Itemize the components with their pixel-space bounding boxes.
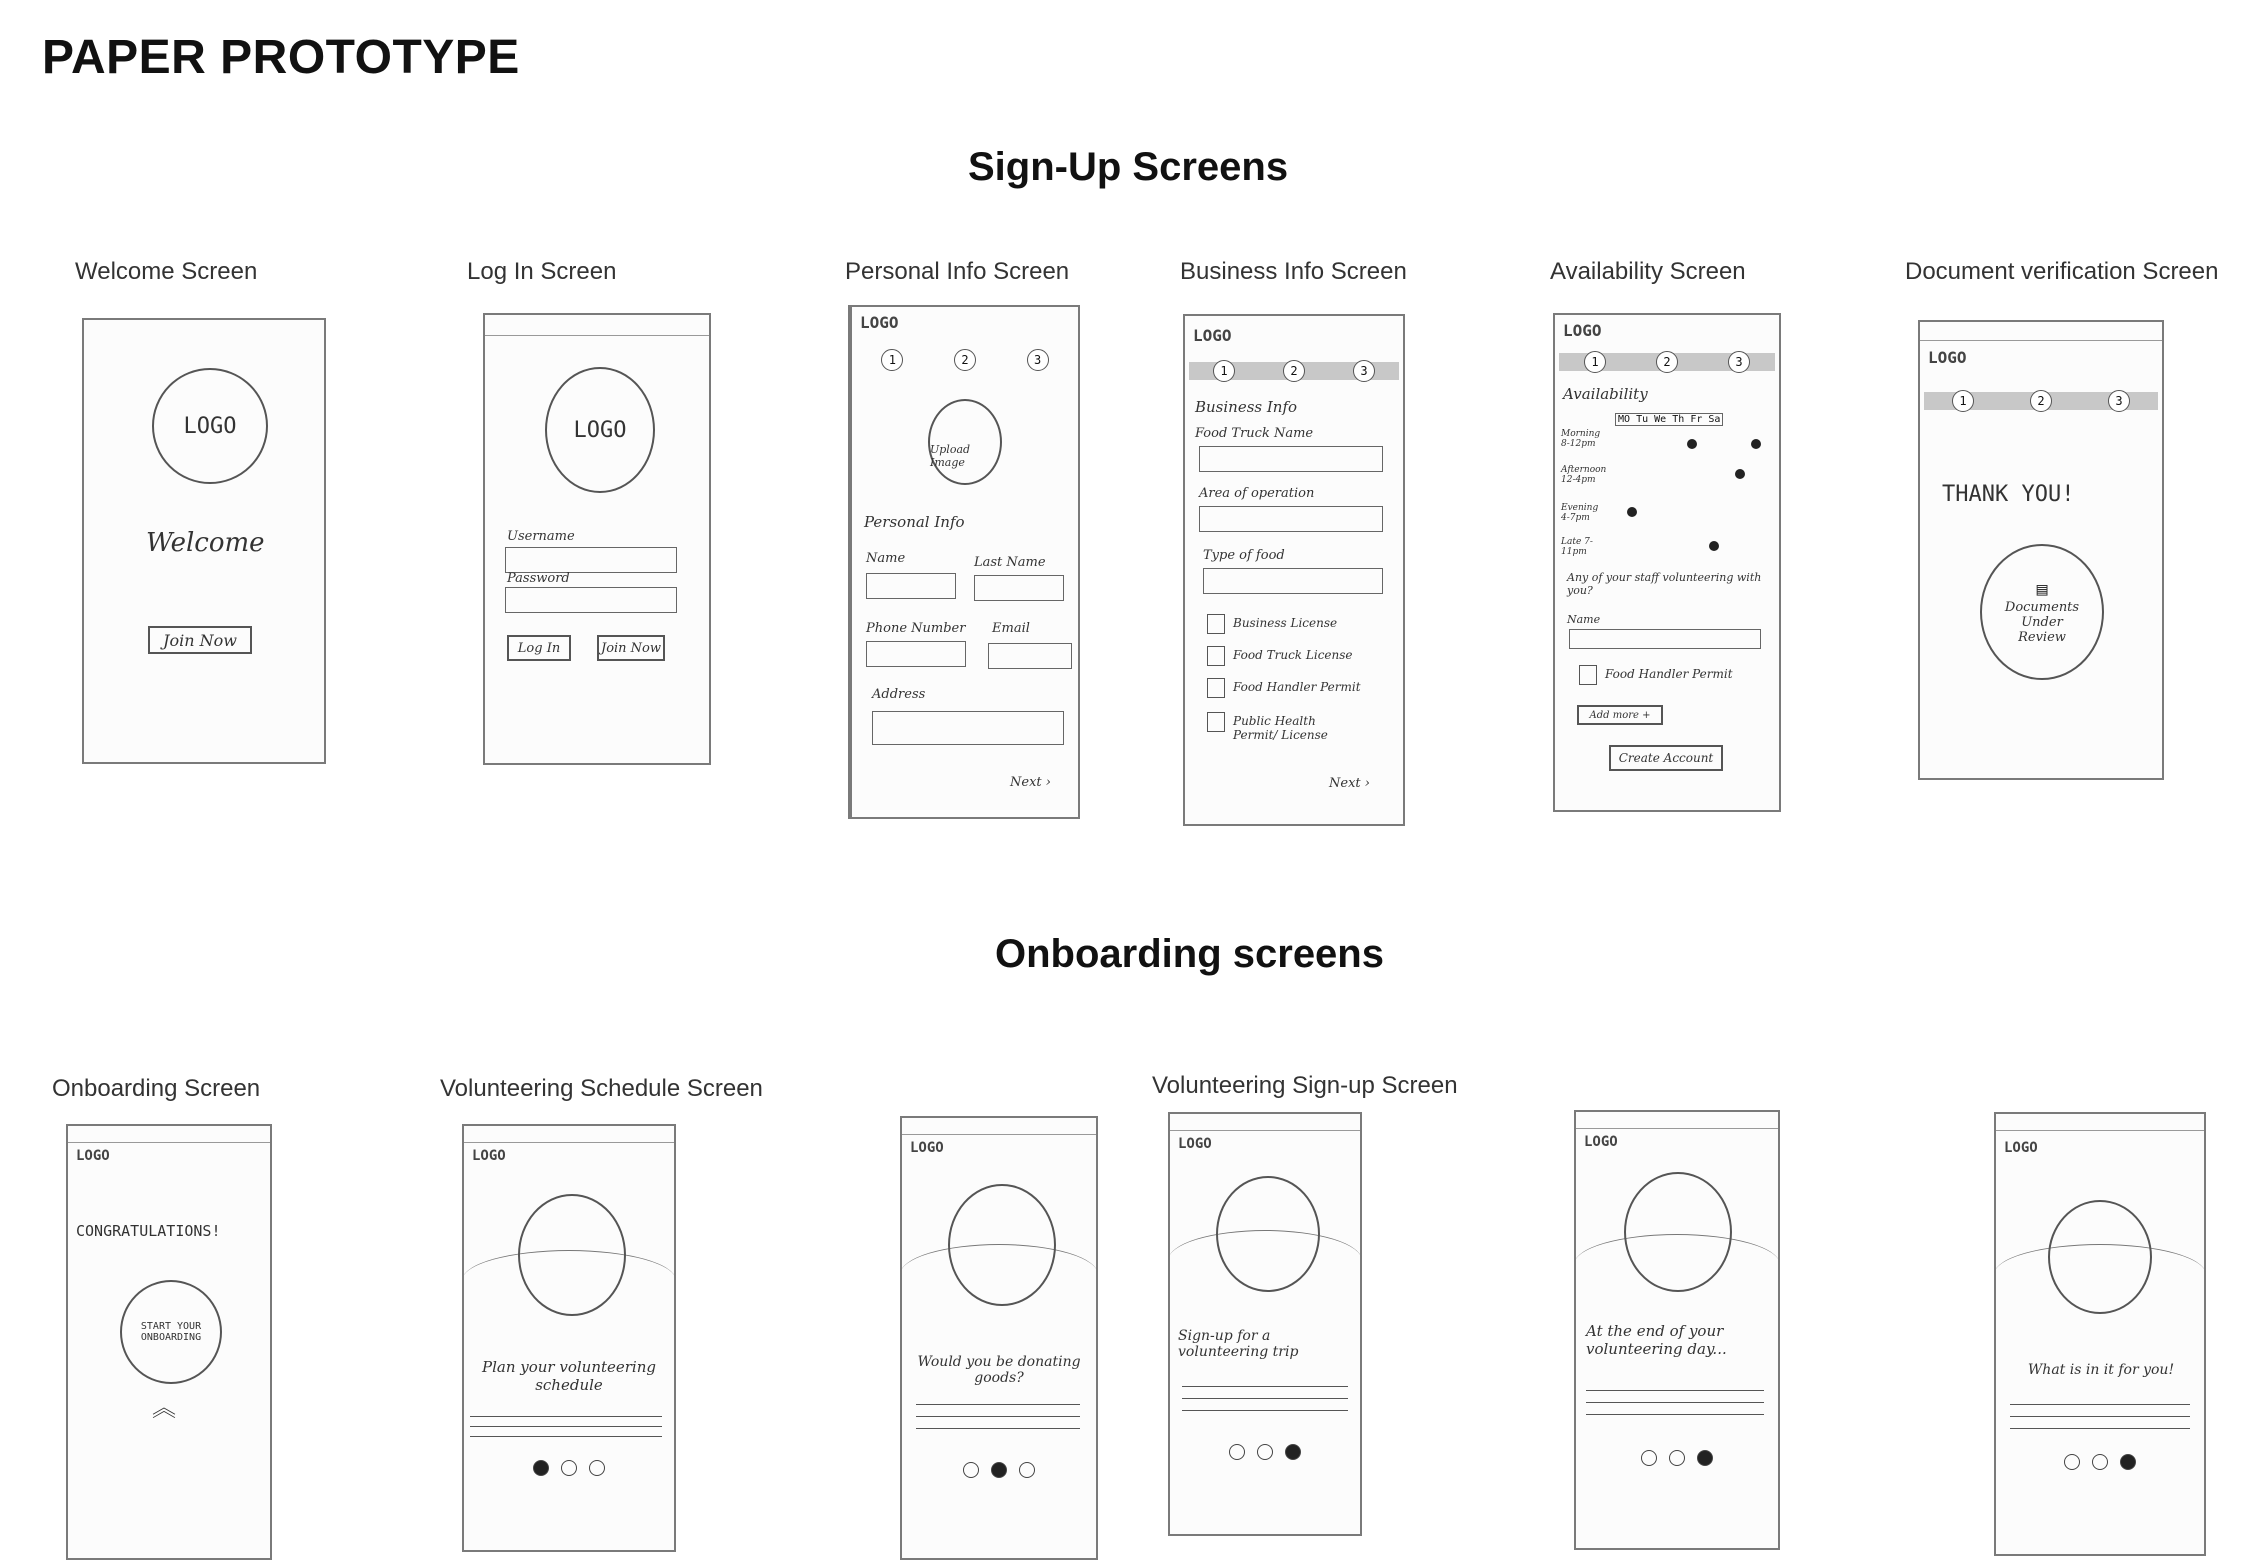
illustration-placeholder <box>2048 1200 2152 1314</box>
document-icon <box>1207 646 1225 666</box>
username-field[interactable] <box>505 547 677 573</box>
step-3: 3 <box>1728 351 1750 373</box>
area-field[interactable] <box>1199 506 1383 532</box>
pager-dots[interactable] <box>1996 1454 2204 1475</box>
text-line <box>2010 1416 2190 1417</box>
upload-image-button[interactable] <box>928 399 1002 485</box>
logo: LOGO <box>472 1148 506 1164</box>
email-label: Email <box>992 621 1030 636</box>
end-of-day-screen-sketch <box>1574 1110 1780 1550</box>
text-line <box>470 1436 662 1437</box>
review-status-text: Documents Under Review <box>2004 600 2080 645</box>
next-label: Next <box>1010 775 1042 790</box>
food-handler-permit-item[interactable]: Food Handler Permit <box>1233 680 1361 694</box>
address-field[interactable] <box>872 711 1064 745</box>
availability-mark[interactable] <box>1709 541 1719 551</box>
business-info-sketch <box>1183 314 1405 826</box>
logo: LOGO <box>1928 348 1967 367</box>
pager-dots[interactable] <box>902 1462 1096 1483</box>
document-icon: ▤ <box>2036 579 2048 600</box>
availability-heading: Availability <box>1563 385 1648 403</box>
signup-section-title: Sign-Up Screens <box>968 145 1289 189</box>
trip-text: Sign-up for a volunteering trip <box>1178 1328 1299 1360</box>
goods-text: Would you be donating goods? <box>917 1354 1081 1386</box>
food-handler-permit-item[interactable]: Food Handler Permit <box>1605 667 1733 681</box>
step-2: 2 <box>1283 360 1305 382</box>
volunteering-signup-label: Volunteering Sign-up Screen <box>1152 1072 1458 1099</box>
staff-name-label: Name <box>1567 613 1601 626</box>
phone-field[interactable] <box>866 641 966 667</box>
phone-label: Phone Number <box>866 621 966 636</box>
availability-mark[interactable] <box>1735 469 1745 479</box>
step-2: 2 <box>2030 390 2052 412</box>
step-1: 1 <box>1213 360 1235 382</box>
document-verification-label: Document verification Screen <box>1905 258 2219 285</box>
progress-steps <box>856 351 1074 369</box>
logo: LOGO <box>76 1148 110 1164</box>
create-account-button[interactable]: Create Account <box>1609 745 1723 771</box>
text-line <box>1586 1414 1764 1415</box>
food-truck-name-label: Food Truck Name <box>1195 426 1314 441</box>
top-bar <box>1576 1128 1778 1129</box>
goods-screen-sketch <box>900 1116 1098 1560</box>
whats-in-it-screen-sketch <box>1994 1112 2206 1556</box>
onboarding-screen-sketch <box>66 1124 272 1560</box>
staff-name-field[interactable] <box>1569 629 1761 649</box>
onboarding-screen-label: Onboarding Screen <box>52 1075 261 1102</box>
password-field[interactable] <box>505 587 677 613</box>
logo: LOGO <box>860 313 899 332</box>
last-name-field[interactable] <box>974 575 1064 601</box>
pager-dots[interactable] <box>1576 1450 1778 1471</box>
next-button[interactable]: Next › <box>1329 776 1370 791</box>
end-of-day-text: At the end of your volunteering day... <box>1586 1322 1727 1358</box>
join-now-button[interactable]: Join Now <box>597 635 665 661</box>
personal-info-label: Personal Info Screen <box>845 258 1070 285</box>
text-line <box>1182 1410 1348 1411</box>
top-bar <box>485 335 709 336</box>
welcome-screen-sketch <box>82 318 326 764</box>
staff-question: Any of your staff volunteering with you? <box>1567 571 1762 597</box>
next-button[interactable]: Next › <box>1010 775 1051 790</box>
chevron-up-icon[interactable]: ︽ <box>152 1396 176 1422</box>
schedule-text: Plan your volunteering schedule <box>481 1358 656 1394</box>
food-type-field[interactable] <box>1203 568 1383 594</box>
illustration-placeholder <box>1216 1176 1320 1292</box>
join-now-button[interactable]: Join Now <box>148 626 252 654</box>
top-bar <box>1996 1130 2204 1131</box>
login-button[interactable]: Log In <box>507 635 571 661</box>
personal-info-sketch <box>848 305 1080 819</box>
text-line <box>2010 1404 2190 1405</box>
text-line <box>916 1404 1080 1405</box>
illustration-placeholder <box>518 1194 626 1316</box>
availability-mark[interactable] <box>1687 439 1697 449</box>
text-line <box>1182 1398 1348 1399</box>
schedule-screen-label: Volunteering Schedule Screen <box>440 1075 763 1102</box>
start-onboarding-label: START YOUR ONBOARDING <box>140 1321 202 1343</box>
logo: LOGO <box>910 1140 944 1156</box>
upload-image-label: Upload Image <box>930 443 971 469</box>
step-2: 2 <box>1656 351 1678 373</box>
text-line <box>470 1426 662 1427</box>
step-3: 3 <box>1027 349 1049 371</box>
welcome-text: Welcome <box>146 528 265 558</box>
onboarding-section-title: Onboarding screens <box>995 932 1384 976</box>
food-truck-name-field[interactable] <box>1199 446 1383 472</box>
document-icon <box>1207 678 1225 698</box>
whats-in-it-text: What is in it for you! <box>2027 1362 2175 1378</box>
schedule-screen-sketch <box>462 1124 676 1552</box>
step-1: 1 <box>1952 390 1974 412</box>
availability-mark[interactable] <box>1751 439 1761 449</box>
login-screen-label: Log In Screen <box>467 258 617 285</box>
area-label: Area of operation <box>1199 486 1315 501</box>
address-label: Address <box>872 687 926 702</box>
step-3: 3 <box>2108 390 2130 412</box>
pager-dots[interactable] <box>464 1460 674 1481</box>
username-label: Username <box>507 529 575 544</box>
document-verification-sketch <box>1918 320 2164 780</box>
business-info-heading: Business Info <box>1195 398 1298 416</box>
illustration-placeholder <box>1624 1172 1732 1292</box>
food-type-label: Type of food <box>1203 548 1285 563</box>
step-2: 2 <box>954 349 976 371</box>
password-label: Password <box>507 571 570 586</box>
availability-label: Availability Screen <box>1550 258 1746 285</box>
food-truck-license-item[interactable]: Food Truck License <box>1233 648 1353 662</box>
document-icon <box>1207 614 1225 634</box>
logo: LOGO <box>2004 1140 2038 1156</box>
text-line <box>1182 1386 1348 1387</box>
thank-you-text: THANK YOU! <box>1942 482 2075 507</box>
text-line <box>1586 1390 1764 1391</box>
top-bar <box>1920 340 2162 341</box>
illustration-placeholder <box>948 1184 1056 1306</box>
logo: LOGO <box>545 367 655 493</box>
logo: LOGO <box>1563 321 1602 340</box>
logo: LOGO <box>152 368 268 484</box>
public-health-permit-item[interactable]: Public Health Permit/ License <box>1233 714 1328 742</box>
review-status-badge <box>1980 544 2104 680</box>
evening-row-label: Evening 4-7pm <box>1561 503 1599 523</box>
text-line <box>2010 1428 2190 1429</box>
logo: LOGO <box>1193 326 1232 345</box>
start-onboarding-button[interactable] <box>120 1280 222 1384</box>
last-name-label: Last Name <box>974 555 1046 570</box>
availability-sketch <box>1553 313 1781 812</box>
progress-steps <box>1924 392 2158 410</box>
congratulations-text: CONGRATULATIONS! <box>76 1222 221 1240</box>
days-header: MO Tu We Th Fr Sa <box>1615 413 1723 426</box>
pager-dots[interactable] <box>1170 1444 1360 1465</box>
top-bar <box>464 1142 674 1143</box>
document-icon <box>1579 665 1597 685</box>
availability-mark[interactable] <box>1627 507 1637 517</box>
top-bar <box>902 1134 1096 1135</box>
page-title: PAPER PROTOTYPE <box>42 31 520 84</box>
document-icon <box>1207 712 1225 732</box>
logo: LOGO <box>1178 1136 1212 1152</box>
next-label: Next <box>1329 776 1361 791</box>
step-1: 1 <box>1584 351 1606 373</box>
name-label: Name <box>866 551 906 566</box>
top-bar <box>68 1142 270 1143</box>
step-1: 1 <box>881 349 903 371</box>
email-field[interactable] <box>988 643 1072 669</box>
business-license-item[interactable]: Business License <box>1233 616 1338 630</box>
text-line <box>916 1428 1080 1429</box>
login-screen-sketch <box>483 313 711 765</box>
top-bar <box>1170 1130 1360 1131</box>
trip-screen-sketch <box>1168 1112 1362 1536</box>
logo: LOGO <box>1584 1134 1618 1150</box>
progress-steps <box>1189 362 1399 380</box>
business-info-label: Business Info Screen <box>1180 258 1407 285</box>
progress-steps <box>1559 353 1775 371</box>
step-3: 3 <box>1353 360 1375 382</box>
morning-row-label: Morning 8-12pm <box>1561 429 1601 449</box>
name-field[interactable] <box>866 573 956 599</box>
add-more-button[interactable]: Add more + <box>1577 705 1663 725</box>
late-row-label: Late 7-11pm <box>1561 537 1593 557</box>
welcome-screen-label: Welcome Screen <box>75 258 258 285</box>
text-line <box>916 1416 1080 1417</box>
text-line <box>470 1416 662 1417</box>
text-line <box>1586 1402 1764 1403</box>
personal-info-heading: Personal Info <box>864 513 965 531</box>
afternoon-row-label: Afternoon 12-4pm <box>1561 465 1607 485</box>
